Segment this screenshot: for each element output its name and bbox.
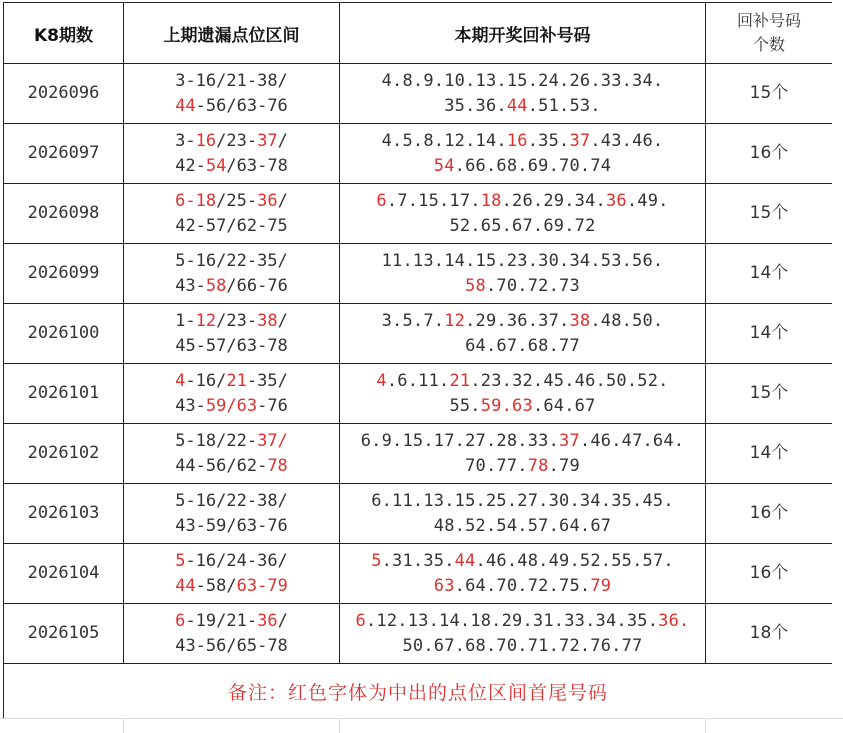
cell-period[interactable]: 2026103 [4, 484, 124, 544]
text-segment: 11.13.14.15.23.30.34.53.56. [381, 250, 664, 271]
draw-numbers-line [340, 454, 705, 479]
text-segment: .35. [527, 130, 570, 151]
cell-period[interactable]: 2026105 [4, 604, 124, 664]
text-segment: 3- [175, 130, 196, 151]
highlight-segment: 6 [355, 610, 366, 631]
text-segment: 5-18/22- [175, 430, 258, 451]
text-segment: 42- [175, 155, 206, 176]
missing-range-line [124, 309, 339, 334]
text-segment: 5-16/22-38/ [175, 490, 288, 511]
highlight-segment: 36 [257, 610, 278, 631]
cell-count[interactable]: 16个 [706, 124, 833, 184]
missing-range-line [124, 634, 339, 659]
text-segment: 50.67.68.70.71.72.76.77 [402, 635, 643, 656]
highlight-segment: 44 [175, 575, 196, 596]
cell-count[interactable]: 15个 [706, 364, 833, 424]
text-segment: 43-59/63-76 [175, 515, 288, 536]
text-segment: 55. [449, 395, 481, 416]
cell-draw-numbers[interactable] [340, 544, 706, 604]
text-segment: 64.67.68.77 [465, 335, 580, 356]
text-segment: -76 [257, 395, 288, 416]
table-row [4, 64, 833, 124]
header-draw-numbers[interactable]: 本期开奖回补号码 [340, 3, 706, 64]
highlight-segment: 21 [449, 370, 471, 391]
highlight-segment: 6 [376, 190, 387, 211]
highlight-segment: 6 [175, 610, 186, 631]
highlight-segment: 12 [444, 310, 466, 331]
missing-range-line [124, 274, 339, 299]
missing-range-line [124, 369, 339, 394]
draw-numbers-line [340, 274, 705, 299]
text-segment: / [277, 130, 288, 151]
cell-count[interactable]: 14个 [706, 244, 833, 304]
table-row [4, 484, 833, 544]
cell-draw-numbers[interactable] [340, 304, 706, 364]
text-segment: .46.48.49.52.55.57. [475, 550, 674, 571]
cell-draw-numbers[interactable] [340, 124, 706, 184]
grid-line [339, 719, 340, 733]
cell-count[interactable]: 15个 [706, 64, 833, 124]
text-segment: / [277, 610, 288, 631]
missing-range-line [124, 429, 339, 454]
table-row [4, 364, 833, 424]
grid-bottom-strip [0, 718, 843, 733]
cell-period[interactable]: 2026100 [4, 304, 124, 364]
text-segment: .46.47.64. [579, 430, 685, 451]
highlight-segment: 59/63 [205, 395, 258, 416]
missing-range-line [124, 489, 339, 514]
grid-line [123, 719, 124, 733]
text-segment: /23- [216, 130, 258, 151]
cell-missing-range[interactable] [124, 304, 340, 364]
missing-range-line [124, 189, 339, 214]
draw-numbers-line [340, 214, 705, 239]
draw-numbers-line [340, 609, 705, 634]
highlight-segment: 4 [175, 370, 186, 391]
highlight-segment: 36 [605, 190, 627, 211]
note-text: 备注：红色字体为中出的点位区间首尾号码 [227, 681, 608, 704]
cell-missing-range[interactable] [124, 184, 340, 244]
header-count-line1: 回补号码 [736, 11, 801, 30]
text-segment: -35/ [246, 370, 288, 391]
text-segment: .6.11. [386, 370, 450, 391]
draw-numbers-line [340, 189, 705, 214]
cell-draw-numbers[interactable] [340, 484, 706, 544]
cell-draw-numbers[interactable] [340, 604, 706, 664]
text-segment: .7.15.17. [386, 190, 481, 211]
cell-missing-range[interactable] [124, 244, 340, 304]
cell-draw-numbers[interactable] [340, 184, 706, 244]
draw-numbers-line [340, 129, 705, 154]
highlight-segment: 38 [257, 310, 278, 331]
missing-range-line [124, 574, 339, 599]
highlight-segment: 44 [506, 95, 528, 116]
text-segment: -19/21- [185, 610, 258, 631]
highlight-segment: 37/ [257, 430, 288, 451]
text-segment: 52.65.67.69.72 [449, 215, 596, 236]
text-segment: 42-57/62-75 [175, 215, 288, 236]
text-segment: 1- [175, 310, 196, 331]
cell-missing-range[interactable] [124, 124, 340, 184]
text-segment: / [277, 310, 288, 331]
draw-numbers-line [340, 549, 705, 574]
cell-missing-range[interactable] [124, 604, 340, 664]
cell-count[interactable]: 16个 [706, 484, 833, 544]
highlight-segment: 21 [226, 370, 247, 391]
header-period[interactable]: K8期数 [4, 3, 124, 64]
cell-missing-range[interactable] [124, 64, 340, 124]
highlight-segment: 58 [205, 275, 227, 296]
cell-count[interactable]: 14个 [706, 304, 833, 364]
lottery-table [3, 2, 833, 724]
table-row [4, 424, 833, 484]
table-row [4, 544, 833, 604]
highlight-segment: 36. [658, 610, 690, 631]
header-missing-range[interactable]: 上期遗漏点位区间 [124, 3, 340, 64]
text-segment: /23- [216, 310, 258, 331]
highlight-segment: 5 [371, 550, 382, 571]
missing-range-line [124, 129, 339, 154]
draw-numbers-line [340, 334, 705, 359]
highlight-segment: 38 [569, 310, 591, 331]
text-segment: .66.68.69.70.74 [454, 155, 612, 176]
text-segment: 70.77. [465, 455, 528, 476]
cell-missing-range[interactable] [124, 364, 340, 424]
highlight-segment: 37 [257, 130, 278, 151]
missing-range-line [124, 334, 339, 359]
note-cell[interactable] [4, 664, 833, 724]
draw-numbers-line [340, 394, 705, 419]
cell-missing-range[interactable] [124, 424, 340, 484]
draw-numbers-line [340, 514, 705, 539]
highlight-segment: 12 [195, 310, 217, 331]
text-segment: .70.72.73 [485, 275, 580, 296]
text-segment: /25- [216, 190, 258, 211]
highlight-segment: 4 [376, 370, 387, 391]
highlight-segment: 44 [175, 95, 196, 116]
text-segment: /63-78 [226, 155, 288, 176]
cell-count[interactable]: 15个 [706, 184, 833, 244]
text-segment: 43- [175, 395, 206, 416]
cell-count[interactable]: 16个 [706, 544, 833, 604]
text-segment: 3-16/21-38/ [175, 70, 288, 91]
highlight-segment: 16 [506, 130, 528, 151]
missing-range-line [124, 549, 339, 574]
missing-range-line [124, 214, 339, 239]
draw-numbers-line [340, 429, 705, 454]
header-count-line2: 个数 [752, 35, 785, 54]
text-segment: 44-56/62- [175, 455, 268, 476]
draw-numbers-line [340, 574, 705, 599]
text-segment: .31.35. [381, 550, 455, 571]
missing-range-line [124, 454, 339, 479]
highlight-segment: 58 [465, 275, 486, 296]
text-segment: 6.11.13.15.25.27.30.34.35.45. [371, 490, 674, 511]
text-segment: 6.9.15.17.27.28.33. [360, 430, 560, 451]
header-count[interactable] [706, 3, 833, 64]
header-row [4, 3, 833, 64]
highlight-segment: 5 [175, 550, 186, 571]
cell-period[interactable]: 2026102 [4, 424, 124, 484]
draw-numbers-line [340, 489, 705, 514]
highlight-segment: 78 [527, 455, 549, 476]
text-segment: 48.52.54.57.64.67 [433, 515, 612, 536]
cell-period[interactable]: 2026099 [4, 244, 124, 304]
missing-range-line [124, 609, 339, 634]
highlight-segment: 54 [433, 155, 455, 176]
sheet-margin [832, 0, 843, 732]
text-segment: 5-16/22-35/ [175, 250, 288, 271]
text-segment: 3.5.7. [381, 310, 445, 331]
text-segment: 45-57/63-78 [175, 335, 288, 356]
text-segment: 4.5.8.12.14. [381, 130, 507, 151]
text-segment: 43-56/65-78 [175, 635, 288, 656]
table-row [4, 604, 833, 664]
cell-draw-numbers[interactable] [340, 424, 706, 484]
text-segment: .48.50. [590, 310, 664, 331]
text-segment: .12.13.14.18.29.31.33.34.35. [365, 610, 659, 631]
cell-period[interactable]: 2026098 [4, 184, 124, 244]
draw-numbers-line [340, 634, 705, 659]
highlight-segment: 36 [257, 190, 278, 211]
cell-period[interactable]: 2026104 [4, 544, 124, 604]
highlight-segment: 59.63 [480, 395, 533, 416]
highlight-segment: 37 [569, 130, 591, 151]
draw-numbers-line [340, 309, 705, 334]
highlight-segment: 54 [205, 155, 227, 176]
cell-missing-range[interactable] [124, 484, 340, 544]
draw-numbers-line [340, 249, 705, 274]
cell-draw-numbers[interactable] [340, 244, 706, 304]
text-segment: 35.36. [444, 95, 507, 116]
cell-count[interactable]: 14个 [706, 424, 833, 484]
text-segment: .64.70.72.75. [454, 575, 591, 596]
cell-period[interactable]: 2026097 [4, 124, 124, 184]
draw-numbers-line [340, 69, 705, 94]
highlight-segment: 6-18 [175, 190, 217, 211]
text-segment: .51.53. [527, 95, 601, 116]
text-segment: 4.8.9.10.13.15.24.26.33.34. [381, 70, 664, 91]
cell-missing-range[interactable] [124, 544, 340, 604]
cell-draw-numbers[interactable] [340, 64, 706, 124]
draw-numbers-line [340, 94, 705, 119]
highlight-segment: 37 [559, 430, 580, 451]
cell-period[interactable]: 2026101 [4, 364, 124, 424]
missing-range-line [124, 94, 339, 119]
text-segment: -56/63-76 [195, 95, 288, 116]
text-segment: .64.67 [532, 395, 596, 416]
table-row [4, 304, 833, 364]
text-segment: -16/24-36/ [185, 550, 288, 571]
highlight-segment: 63 [433, 575, 455, 596]
highlight-segment: 44 [454, 550, 476, 571]
text-segment: .29.36.37. [465, 310, 570, 331]
text-segment: 43- [175, 275, 206, 296]
text-segment: /66-76 [226, 275, 288, 296]
missing-range-line [124, 249, 339, 274]
table-row [4, 124, 833, 184]
highlight-segment: 79 [590, 575, 612, 596]
draw-numbers-line [340, 369, 705, 394]
cell-draw-numbers[interactable] [340, 364, 706, 424]
text-segment: .79 [548, 455, 580, 476]
text-segment: -58/ [195, 575, 237, 596]
text-segment: .26.29.34. [501, 190, 606, 211]
table-row [4, 184, 833, 244]
highlight-segment: 63-79 [236, 575, 288, 596]
cell-count[interactable]: 18个 [706, 604, 833, 664]
highlight-segment: 16 [195, 130, 217, 151]
text-segment: .23.32.45.46.50.52. [470, 370, 669, 391]
missing-range-line [124, 154, 339, 179]
text-segment: -16/ [185, 370, 227, 391]
table-row [4, 244, 833, 304]
text-segment: .49. [626, 190, 669, 211]
highlight-segment: 78 [267, 455, 288, 476]
highlight-segment: 18 [480, 190, 502, 211]
note-row [4, 664, 833, 724]
grid-line [705, 719, 706, 733]
text-segment: .43.46. [590, 130, 664, 151]
cell-period[interactable]: 2026096 [4, 64, 124, 124]
missing-range-line [124, 514, 339, 539]
missing-range-line [124, 394, 339, 419]
missing-range-line [124, 69, 339, 94]
text-segment: / [277, 190, 288, 211]
draw-numbers-line [340, 154, 705, 179]
